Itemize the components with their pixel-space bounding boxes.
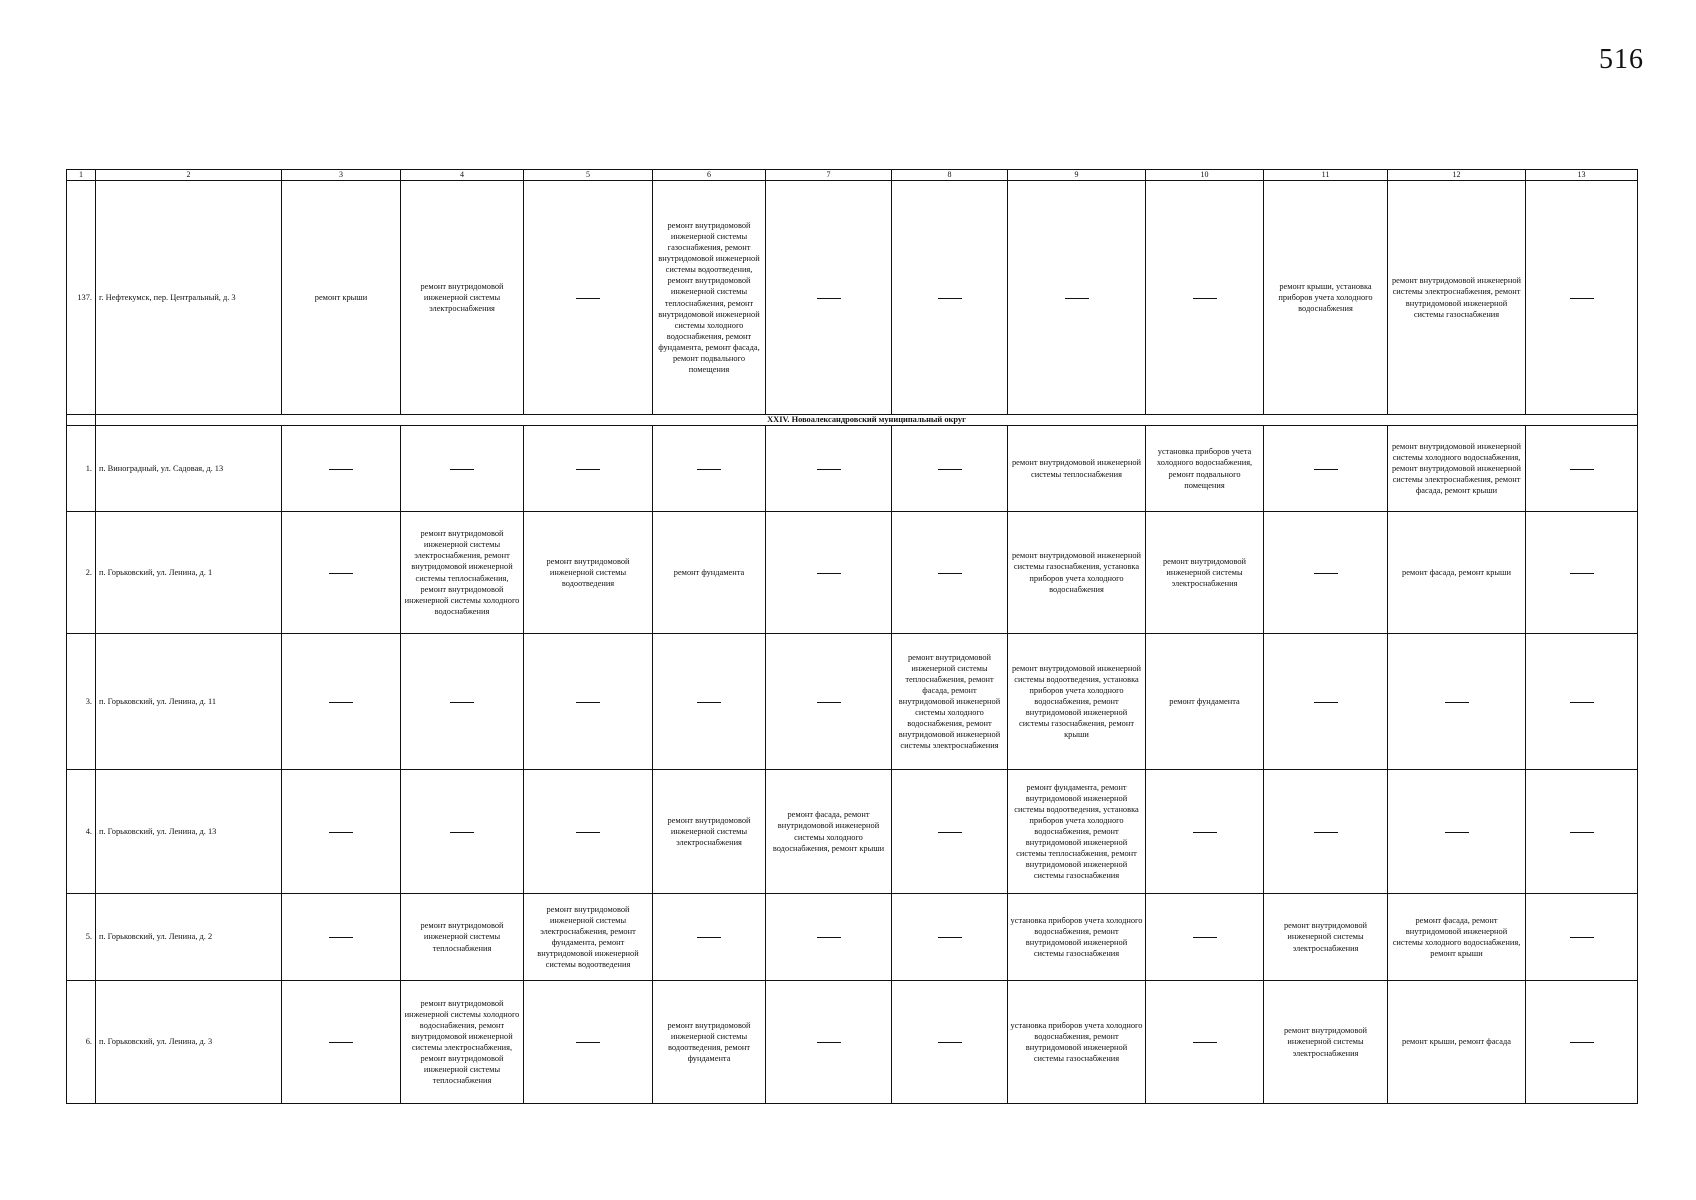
work-cell xyxy=(1526,770,1638,894)
table-row xyxy=(67,894,1638,981)
work-cell: ремонт внутридомовой инженерной системы электроснабжения xyxy=(1264,981,1388,1104)
work-cell xyxy=(653,634,766,770)
work-cell xyxy=(1146,181,1264,415)
work-cell: ремонт фасада, ремонт внутридомовой инженерной системы холодного водоснабжения, ремонт крыши xyxy=(1388,894,1526,981)
empty-dash xyxy=(1314,702,1338,703)
work-cell xyxy=(524,634,653,770)
work-cell: ремонт внутридомовой инженерной системы водоотведения, ремонт фундамента xyxy=(653,981,766,1104)
work-cell xyxy=(1526,181,1638,415)
work-cell: ремонт внутридомовой инженерной системы водоотведения, установка приборов учета холодного водоснабжения, ремонт внутридомовой инженерной системы газоснабжения, ремонт крыши xyxy=(1008,634,1146,770)
empty-dash xyxy=(1193,832,1217,833)
work-cell: ремонт внутридомовой инженерной системы теплоснабжения, ремонт фасада, ремонт внутридомовой инженерной системы холодного водоснабжения, ремонт внутридомовой инженерной системы электроснабжения xyxy=(892,634,1008,770)
empty-dash xyxy=(329,469,353,470)
empty-dash xyxy=(1570,937,1594,938)
work-cell: ремонт внутридомовой инженерной системы холодного водоснабжения, ремонт внутридомовой инженерной системы электроснабжения, ремонт фасада, ремонт крыши xyxy=(1388,426,1526,512)
work-cell xyxy=(766,981,892,1104)
work-cell xyxy=(282,634,401,770)
work-cell xyxy=(766,894,892,981)
work-cell xyxy=(1146,894,1264,981)
work-cell xyxy=(401,426,524,512)
empty-dash xyxy=(1445,702,1469,703)
column-number: 6 xyxy=(653,170,766,181)
empty-dash xyxy=(1193,937,1217,938)
work-cell xyxy=(524,981,653,1104)
empty-dash xyxy=(938,573,962,574)
work-cell: ремонт внутридомовой инженерной системы электроснабжения xyxy=(1146,512,1264,634)
empty-dash xyxy=(1570,702,1594,703)
empty-dash xyxy=(450,832,474,833)
table-body xyxy=(67,170,1638,1104)
work-cell xyxy=(1146,770,1264,894)
work-cell xyxy=(1008,181,1146,415)
empty-dash xyxy=(938,298,962,299)
row-number: 3. xyxy=(67,634,96,770)
work-cell xyxy=(1264,634,1388,770)
column-number: 1 xyxy=(67,170,96,181)
section-spacer xyxy=(67,415,96,426)
work-cell: установка приборов учета холодного водоснабжения, ремонт подвального помещения xyxy=(1146,426,1264,512)
empty-dash xyxy=(1314,573,1338,574)
empty-dash xyxy=(450,469,474,470)
column-number: 10 xyxy=(1146,170,1264,181)
work-cell xyxy=(653,894,766,981)
work-cell xyxy=(1526,634,1638,770)
work-cell: ремонт внутридомовой инженерной системы газоснабжения, ремонт внутридомовой инженерной системы водоотведения, ремонт внутридомовой инженерной системы теплоснабжения, ремонт внутридомовой инженерной системы холодного водоснабжения, ремонт фундамента, ремонт фасада, ремонт подвального помещения xyxy=(653,181,766,415)
empty-dash xyxy=(938,469,962,470)
work-cell: ремонт крыши, установка приборов учета холодного водоснабжения xyxy=(1264,181,1388,415)
work-cell: ремонт внутридомовой инженерной системы электроснабжения xyxy=(401,181,524,415)
empty-dash xyxy=(817,298,841,299)
empty-dash xyxy=(817,937,841,938)
work-cell xyxy=(1526,512,1638,634)
work-cell xyxy=(282,426,401,512)
address-cell: п. Виноградный, ул. Садовая, д. 13 xyxy=(96,426,282,512)
empty-dash xyxy=(576,702,600,703)
work-cell xyxy=(1264,426,1388,512)
empty-dash xyxy=(329,573,353,574)
address-cell: п. Горьковский, ул. Ленина, д. 3 xyxy=(96,981,282,1104)
section-row xyxy=(67,415,1638,426)
section-title: XXIV. Новоалександровский муниципальный округ xyxy=(96,415,1638,426)
empty-dash xyxy=(1445,832,1469,833)
table-row xyxy=(67,770,1638,894)
work-cell: ремонт фундамента, ремонт внутридомовой инженерной системы водоотведения, установка приборов учета холодного водоснабжения, ремонт внутридомовой инженерной системы теплоснабжения, ремонт внутридомовой инженерной системы газоснабжения xyxy=(1008,770,1146,894)
empty-dash xyxy=(1570,573,1594,574)
row-number: 2. xyxy=(67,512,96,634)
empty-dash xyxy=(329,1042,353,1043)
work-cell xyxy=(653,426,766,512)
empty-dash xyxy=(1065,298,1089,299)
work-cell: ремонт внутридомовой инженерной системы газоснабжения, установка приборов учета холодного водоснабжения xyxy=(1008,512,1146,634)
work-cell: ремонт фундамента xyxy=(653,512,766,634)
work-cell: ремонт фасада, ремонт крыши xyxy=(1388,512,1526,634)
page-number: 516 xyxy=(1599,44,1644,75)
empty-dash xyxy=(1314,832,1338,833)
work-cell xyxy=(282,981,401,1104)
address-cell: п. Горьковский, ул. Ленина, д. 13 xyxy=(96,770,282,894)
work-cell: установка приборов учета холодного водоснабжения, ремонт внутридомовой инженерной системы газоснабжения xyxy=(1008,981,1146,1104)
table-row xyxy=(67,426,1638,512)
column-number: 9 xyxy=(1008,170,1146,181)
empty-dash xyxy=(1193,298,1217,299)
column-number: 3 xyxy=(282,170,401,181)
table-row xyxy=(67,634,1638,770)
work-cell xyxy=(1388,634,1526,770)
work-cell xyxy=(766,181,892,415)
work-cell: ремонт внутридомовой инженерной системы водоотведения xyxy=(524,512,653,634)
empty-dash xyxy=(1314,469,1338,470)
work-cell xyxy=(892,894,1008,981)
work-cell: ремонт крыши, ремонт фасада xyxy=(1388,981,1526,1104)
column-number: 12 xyxy=(1388,170,1526,181)
work-cell xyxy=(524,181,653,415)
column-number: 5 xyxy=(524,170,653,181)
work-cell xyxy=(892,770,1008,894)
empty-dash xyxy=(329,832,353,833)
column-number: 11 xyxy=(1264,170,1388,181)
empty-dash xyxy=(697,469,721,470)
empty-dash xyxy=(576,469,600,470)
row-number: 1. xyxy=(67,426,96,512)
work-cell xyxy=(1526,981,1638,1104)
work-cell: ремонт внутридомовой инженерной системы теплоснабжения xyxy=(1008,426,1146,512)
address-cell: п. Горьковский, ул. Ленина, д. 1 xyxy=(96,512,282,634)
empty-dash xyxy=(938,832,962,833)
work-cell: ремонт внутридомовой инженерной системы электроснабжения, ремонт внутридомовой инженерной системы газоснабжения xyxy=(1388,181,1526,415)
column-number: 7 xyxy=(766,170,892,181)
work-cell xyxy=(1526,894,1638,981)
empty-dash xyxy=(697,937,721,938)
work-cell xyxy=(1146,981,1264,1104)
work-cell xyxy=(892,981,1008,1104)
empty-dash xyxy=(450,702,474,703)
work-cell: ремонт внутридомовой инженерной системы электроснабжения, ремонт фундамента, ремонт внутридомовой инженерной системы водоотведения xyxy=(524,894,653,981)
empty-dash xyxy=(1193,1042,1217,1043)
address-cell: п. Горьковский, ул. Ленина, д. 11 xyxy=(96,634,282,770)
work-cell xyxy=(1264,512,1388,634)
work-cell xyxy=(282,512,401,634)
address-cell: п. Горьковский, ул. Ленина, д. 2 xyxy=(96,894,282,981)
work-cell xyxy=(766,634,892,770)
work-cell: ремонт фасада, ремонт внутридомовой инженерной системы холодного водоснабжения, ремонт крыши xyxy=(766,770,892,894)
row-number: 137. xyxy=(67,181,96,415)
empty-dash xyxy=(938,1042,962,1043)
work-cell: ремонт внутридомовой инженерной системы электроснабжения, ремонт внутридомовой инженерной системы теплоснабжения, ремонт внутридомовой инженерной системы холодного водоснабжения xyxy=(401,512,524,634)
empty-dash xyxy=(938,937,962,938)
empty-dash xyxy=(1570,1042,1594,1043)
column-number-row xyxy=(67,170,1638,181)
work-cell xyxy=(282,770,401,894)
repair-schedule-table xyxy=(66,169,1638,1104)
empty-dash xyxy=(1570,298,1594,299)
table-row xyxy=(67,181,1638,415)
work-cell xyxy=(524,770,653,894)
column-number: 13 xyxy=(1526,170,1638,181)
empty-dash xyxy=(817,1042,841,1043)
empty-dash xyxy=(817,469,841,470)
empty-dash xyxy=(817,702,841,703)
work-cell xyxy=(1388,770,1526,894)
table-row xyxy=(67,981,1638,1104)
work-cell xyxy=(282,894,401,981)
work-cell: ремонт внутридомовой инженерной системы электроснабжения xyxy=(1264,894,1388,981)
work-cell xyxy=(892,512,1008,634)
column-number: 8 xyxy=(892,170,1008,181)
empty-dash xyxy=(817,573,841,574)
work-cell: ремонт крыши xyxy=(282,181,401,415)
row-number: 4. xyxy=(67,770,96,894)
row-number: 5. xyxy=(67,894,96,981)
empty-dash xyxy=(576,298,600,299)
work-cell: ремонт фундамента xyxy=(1146,634,1264,770)
work-cell: установка приборов учета холодного водоснабжения, ремонт внутридомовой инженерной системы газоснабжения xyxy=(1008,894,1146,981)
empty-dash xyxy=(576,1042,600,1043)
work-cell xyxy=(766,426,892,512)
column-number: 2 xyxy=(96,170,282,181)
work-cell xyxy=(1264,770,1388,894)
work-cell xyxy=(892,426,1008,512)
empty-dash xyxy=(576,832,600,833)
work-cell xyxy=(892,181,1008,415)
empty-dash xyxy=(329,937,353,938)
empty-dash xyxy=(1570,832,1594,833)
work-cell: ремонт внутридомовой инженерной системы электроснабжения xyxy=(653,770,766,894)
work-cell xyxy=(401,770,524,894)
table-row xyxy=(67,512,1638,634)
row-number: 6. xyxy=(67,981,96,1104)
work-cell: ремонт внутридомовой инженерной системы холодного водоснабжения, ремонт внутридомовой инженерной системы электроснабжения, ремонт внутридомовой инженерной системы теплоснабжения xyxy=(401,981,524,1104)
empty-dash xyxy=(1570,469,1594,470)
work-cell xyxy=(766,512,892,634)
empty-dash xyxy=(697,702,721,703)
work-cell xyxy=(524,426,653,512)
column-number: 4 xyxy=(401,170,524,181)
address-cell: г. Нефтекумск, пер. Центральный, д. 3 xyxy=(96,181,282,415)
work-cell xyxy=(1526,426,1638,512)
work-cell: ремонт внутридомовой инженерной системы теплоснабжения xyxy=(401,894,524,981)
empty-dash xyxy=(329,702,353,703)
work-cell xyxy=(401,634,524,770)
